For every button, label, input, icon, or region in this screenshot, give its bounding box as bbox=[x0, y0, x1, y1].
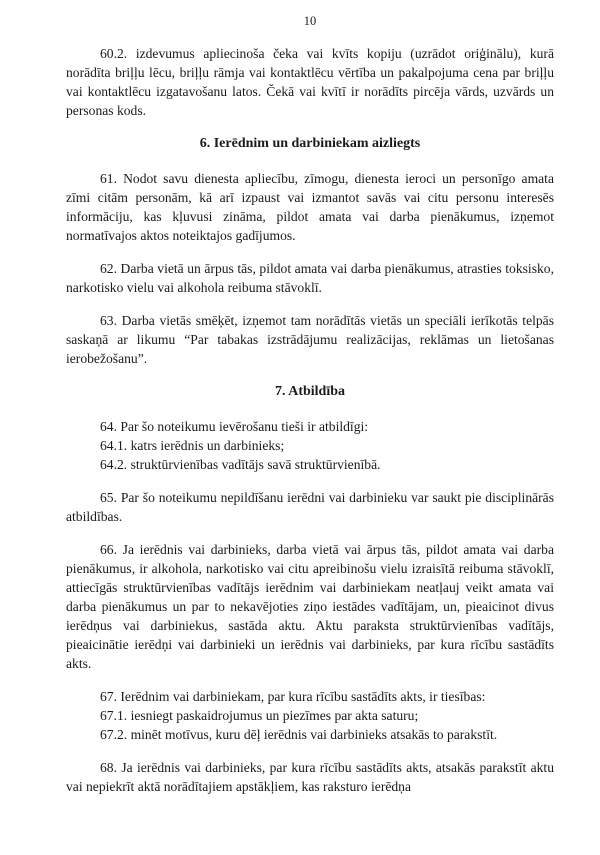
paragraph-63 bbox=[66, 311, 554, 368]
paragraph-64-1-text: 64.1. katrs ierēdnis un darbinieks; bbox=[100, 438, 285, 453]
page-number: 10 bbox=[303, 14, 317, 28]
section-7-heading: 7. Atbildība bbox=[274, 384, 346, 399]
section-6-heading: 6. Ierēdnim un darbiniekam aizliegts bbox=[199, 136, 421, 151]
paragraph-67-text: 67. Ierēdnim vai darbiniekam, par kura rīcību sastādīts akts, ir tiesības: bbox=[100, 689, 486, 704]
paragraph-64-2-text: 64.2. struktūrvienības vadītājs savā struktūrvienībā. bbox=[100, 457, 381, 472]
paragraph-68-text: 68. Ja ierēdnis vai darbinieks, par kura rīcību sastādīts akts, atsakās parakstīt aktu vai nepiekrīt aktā norādītajiem apstākļiem, kas raksturo ierēdņa bbox=[66, 760, 554, 794]
paragraph-66 bbox=[66, 540, 554, 673]
paragraph-64 bbox=[66, 417, 554, 474]
paragraph-63-text: 63. Darba vietās smēķēt, izņemot tam norādītās vietās un speciāli ierīkotās telpās saskaņā ar likumu “Par tabakas izstrādājumu realizācijas, reklāmas un lietošanas ierobežošanu”. bbox=[66, 313, 554, 366]
paragraph-66-text: 66. Ja ierēdnis vai darbinieks, darba vietā vai ārpus tās, pildot amata vai darba pienākumus, ir alkohola, narkotisko vai citu apreibinošu vielu izraisītā reibuma stāvoklī, attiecīgās struktūrvienības vadītājs ierēdnim vai darbiniekam neatļauj veikt amata vai darba pienākumus un par to nekavējoties ziņo iestādes vadītājam, un, pieaicinot divus ierēdņus vai darbiniekus, sastāda aktu. Aktu paraksta struktūrvienības vadītājs, pieaicinātie ierēdņi vai darbinieki un ierēdnis vai darbinieks, par kura rīcību sastādīts akts. bbox=[66, 542, 554, 671]
paragraph-67-1-text: 67.1. iesniegt paskaidrojumus un piezīmes par akta saturu; bbox=[100, 708, 419, 723]
paragraph-67-2-text: 67.2. minēt motīvus, kuru dēļ ierēdnis vai darbinieks atsakās to parakstīt. bbox=[100, 727, 498, 742]
paragraph-61 bbox=[66, 169, 554, 245]
paragraph-65 bbox=[66, 488, 554, 526]
paragraph-60-2-text: 60.2. izdevumus apliecinoša čeka vai kvīts kopiju (uzrādot oriģinālu), kurā norādīta briļļu lēcu, briļļu rāmja vai kontaktlēcu vērtība un pakalpojuma cena par briļļu vai kontaktlēcu izgatavošanu latos. Čekā vai kvītī ir norādīts pircēja vārds, uzvārds un personas kods. bbox=[66, 46, 554, 118]
paragraph-62 bbox=[66, 259, 554, 297]
paragraph-60-2 bbox=[66, 44, 554, 120]
paragraph-67 bbox=[66, 687, 554, 744]
paragraph-65-text: 65. Par šo noteikumu nepildīšanu ierēdni vai darbinieku var saukt pie disciplinārās atbildības. bbox=[66, 490, 554, 524]
paragraph-64-text: 64. Par šo noteikumu ievērošanu tieši ir atbildīgi: bbox=[100, 419, 369, 434]
paragraph-68 bbox=[66, 758, 554, 796]
paragraph-62-text: 62. Darba vietā un ārpus tās, pildot amata vai darba pienākumus, atrasties toksisko, narkotisko vielu vai alkohola reibuma stāvoklī. bbox=[66, 261, 554, 295]
paragraph-61-text: 61. Nodot savu dienesta apliecību, zīmogu, dienesta ieroci un personīgo amata zīmi citām personām, kā arī izpaust vai izmantot savās vai citu personu interesēs informāciju, kas kļuvusi zināma, pildot amata vai darba pienākumus, izņemot normatīvajos aktos noteiktajos gadījumos. bbox=[66, 171, 554, 243]
